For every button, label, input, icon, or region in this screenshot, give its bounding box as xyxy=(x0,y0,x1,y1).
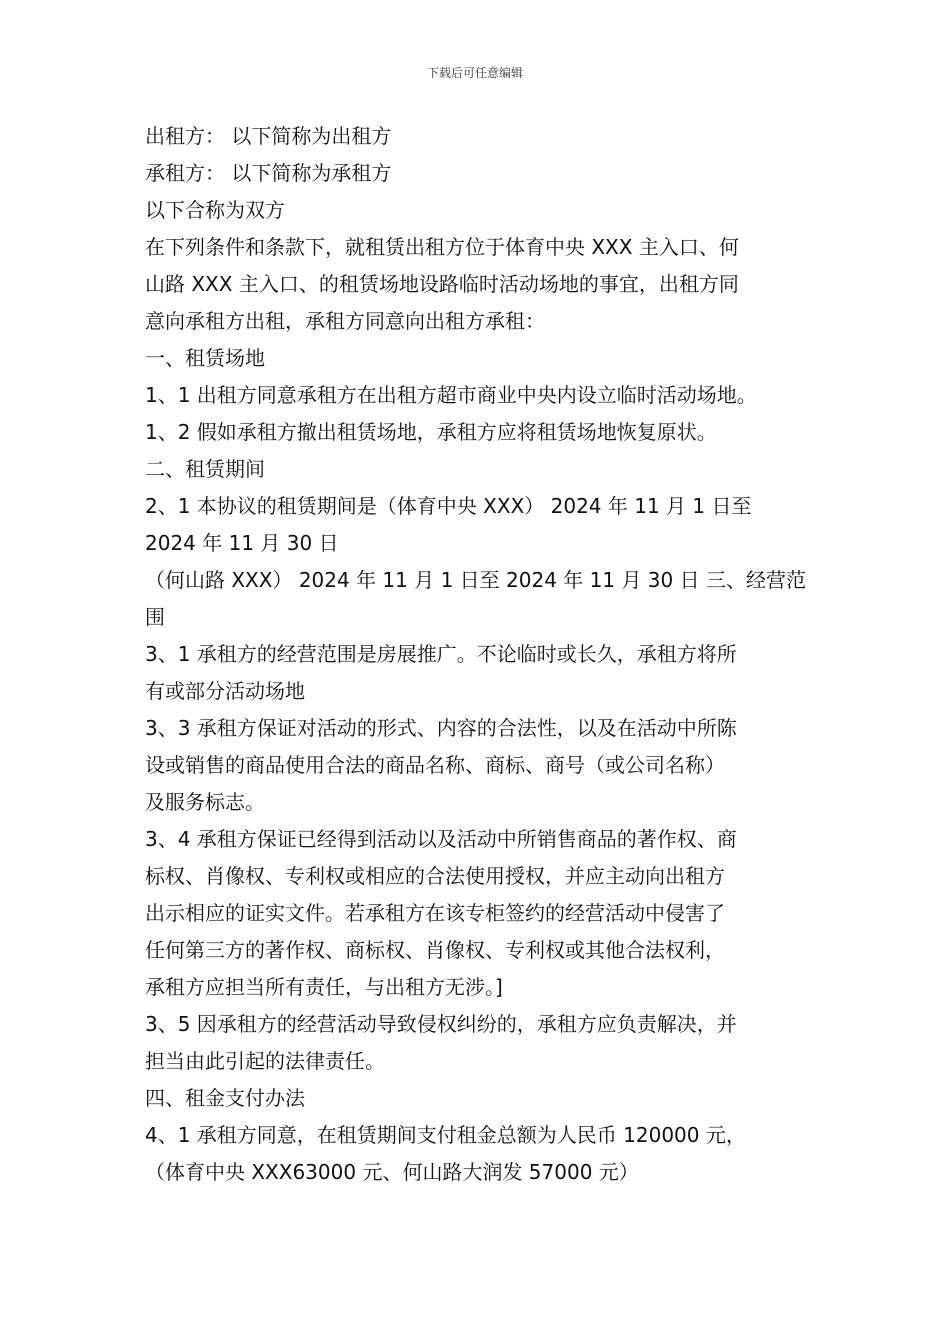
section-heading: 一、租赁场地 xyxy=(145,346,265,370)
section-heading: 二、租赁期间 xyxy=(145,457,265,481)
text-line: 1、2 假如承租方撤出租赁场地，承租方应将租赁场地恢复原状。 xyxy=(145,420,717,444)
text-line: 山路 XXX 主入口、的租赁场地设路临时活动场地的事宜，出租方同 xyxy=(145,272,739,296)
text-line: 4、1 承租方同意，在租赁期间支付租金总额为人民币 120000 元， xyxy=(145,1123,746,1147)
page-header: 下载后可任意编辑 xyxy=(426,66,523,80)
text-line: 标权、肖像权、专利权或相应的合法使用授权，并应主动向出租方 xyxy=(145,864,725,888)
text-line: 有或部分活动场地 xyxy=(145,679,305,703)
text-line: 2、1 本协议的租赁期间是（体育中央 XXX） 2024 年 11 月 1 日至 xyxy=(145,494,752,518)
document-body xyxy=(145,118,810,1191)
text-line: 承租方应担当所有责任，与出租方无涉。] xyxy=(145,975,503,999)
text-line: 3、5 因承租方的经营活动导致侵权纠纷的，承租方应负责解决，并 xyxy=(145,1012,737,1036)
text-line: 任何第三方的著作权、商标权、肖像权、专利权或其他合法权利， xyxy=(145,938,725,962)
text-line: （何山路 XXX） 2024 年 11 月 1 日至 2024 年 11 月 30 日 三、经营范 xyxy=(145,568,806,592)
text-line: 设或销售的商品使用合法的商品名称、商标、商号（或公司名称） xyxy=(145,753,725,777)
text-line: 出租方： 以下简称为出租方 xyxy=(145,124,392,148)
text-line: 2024 年 11 月 30 日 xyxy=(145,531,339,555)
text-line: 及服务标志。 xyxy=(145,790,265,814)
text-line: （体育中央 XXX63000 元、何山路大润发 57000 元） xyxy=(145,1160,639,1184)
section-heading: 四、租金支付办法 xyxy=(145,1086,305,1110)
text-line: 在下列条件和条款下，就租赁出租方位于体育中央 XXX 主入口、何 xyxy=(145,235,739,259)
text-line: 围 xyxy=(145,605,165,629)
text-line: 3、1 承租方的经营范围是房展推广。不论临时或长久，承租方将所 xyxy=(145,642,737,666)
text-line: 3、3 承租方保证对活动的形式、内容的合法性，以及在活动中所陈 xyxy=(145,716,737,740)
text-line: 意向承租方出租，承租方同意向出租方承租： xyxy=(145,309,545,333)
text-line: 出示相应的证实文件。若承租方在该专柜签约的经营活动中侵害了 xyxy=(145,901,725,925)
text-line: 1、1 出租方同意承租方在出租方超市商业中央内设立临时活动场地。 xyxy=(145,383,757,407)
text-line: 承租方： 以下简称为承租方 xyxy=(145,161,392,185)
text-line: 担当由此引起的法律责任。 xyxy=(145,1049,385,1073)
text-line: 以下合称为双方 xyxy=(145,198,285,222)
text-line: 3、4 承租方保证已经得到活动以及活动中所销售商品的著作权、商 xyxy=(145,827,737,851)
